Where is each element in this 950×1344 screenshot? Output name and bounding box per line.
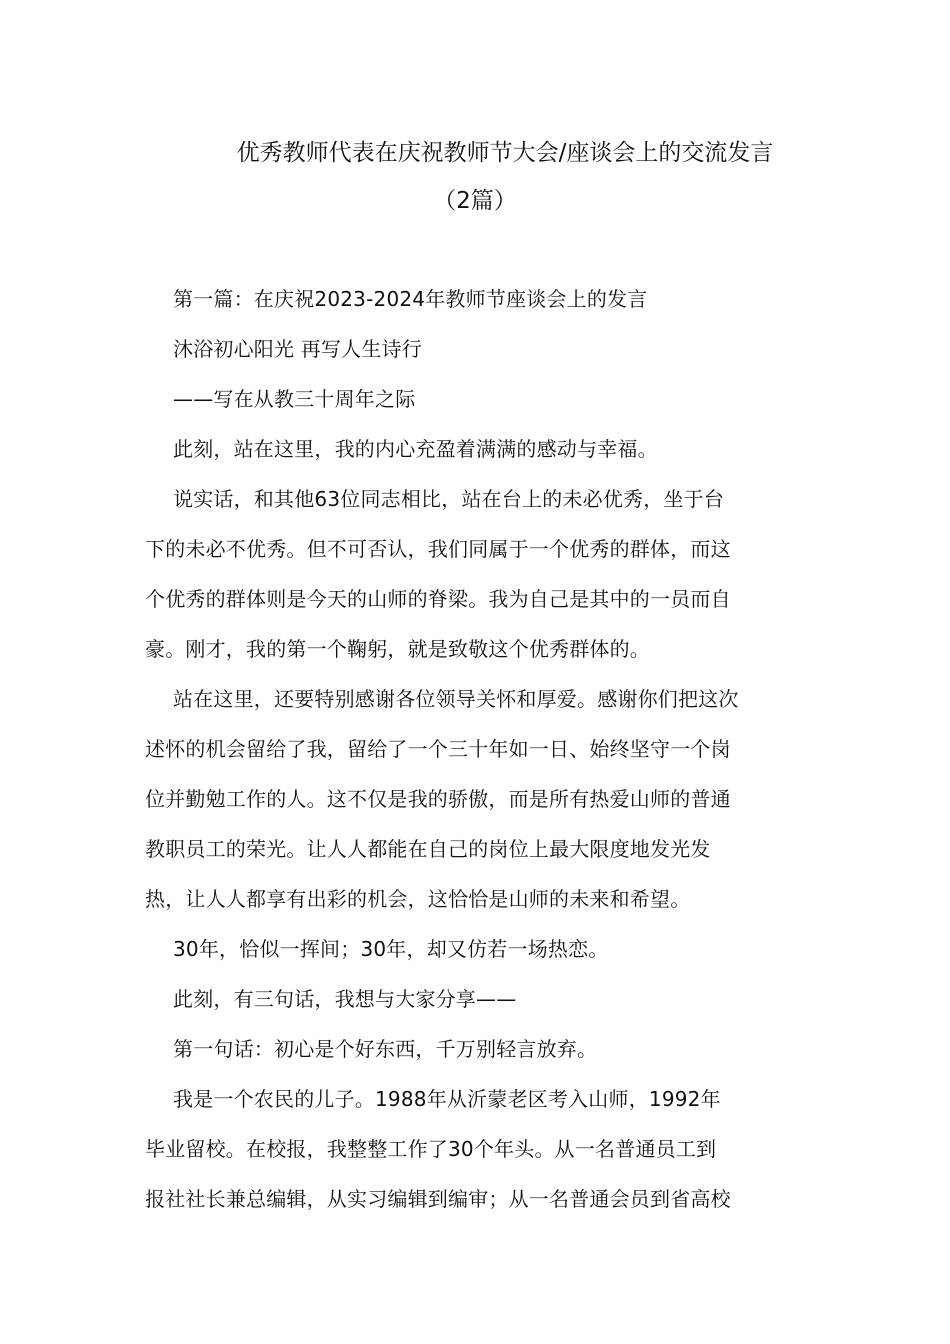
paragraph-3-line: 站在这里，还要特别感谢各位领导关怀和厚爱。感谢你们把这次	[173, 687, 739, 711]
speech-title: 沐浴初心阳光 再写人生诗行	[173, 337, 422, 361]
paragraph-2	[145, 474, 810, 674]
paragraph-2-line: 豪。刚才，我的第一个鞠躬，就是致敬这个优秀群体的。	[145, 637, 650, 661]
paragraph-3-line: 述怀的机会留给了我，留给了一个三十年如一日、始终坚守一个岗	[145, 737, 731, 761]
speech-subtitle: ——写在从教三十周年之际	[173, 387, 416, 411]
document-title: 优秀教师代表在庆祝教师节大会/座谈会上的交流发言	[236, 140, 774, 166]
paragraph-4: 30年，恰似一挥间；30年，却又仿若一场热恋。	[173, 937, 609, 961]
paragraph-6: 第一句话：初心是个好东西，千万别轻言放弃。	[173, 1037, 598, 1061]
paragraph-7-line: 报社社长兼总编辑，从实习编辑到编审；从一名普通会员到省高校	[145, 1187, 731, 1211]
paragraph-2-line: 说实话，和其他63位同志相比，站在台上的未必优秀，坐于台	[173, 487, 725, 511]
paragraph-7-line: 我是一个农民的儿子。1988年从沂蒙老区考入山师，1992年	[173, 1087, 721, 1111]
paragraph-7	[145, 1074, 810, 1224]
paragraph-2-line: 个优秀的群体则是今天的山师的脊梁。我为自己是其中的一员而自	[145, 587, 731, 611]
paragraph-3-line: 位并勤勉工作的人。这不仅是我的骄傲，而是所有热爱山师的普通	[145, 787, 731, 811]
paragraph-7-line: 毕业留校。在校报，我整整工作了30个年头。从一名普通员工到	[145, 1137, 717, 1161]
paragraph-3	[145, 674, 810, 924]
section-heading: 第一篇：在庆祝2023-2024年教师节座谈会上的发言	[173, 287, 648, 311]
paragraph-2-line: 下的未必不优秀。但不可否认，我们同属于一个优秀的群体，而这	[145, 537, 731, 561]
paragraph-5: 此刻，有三句话，我想与大家分享——	[173, 987, 517, 1011]
paragraph-3-line: 教职员工的荣光。让人人都能在自己的岗位上最大限度地发光发	[145, 837, 711, 861]
document-title-count: （2篇）	[433, 188, 517, 214]
paragraph-3-line: 热，让人人都享有出彩的机会，这恰恰是山师的未来和希望。	[145, 887, 691, 911]
paragraph-1: 此刻，站在这里，我的内心充盈着满满的感动与幸福。	[173, 437, 658, 461]
